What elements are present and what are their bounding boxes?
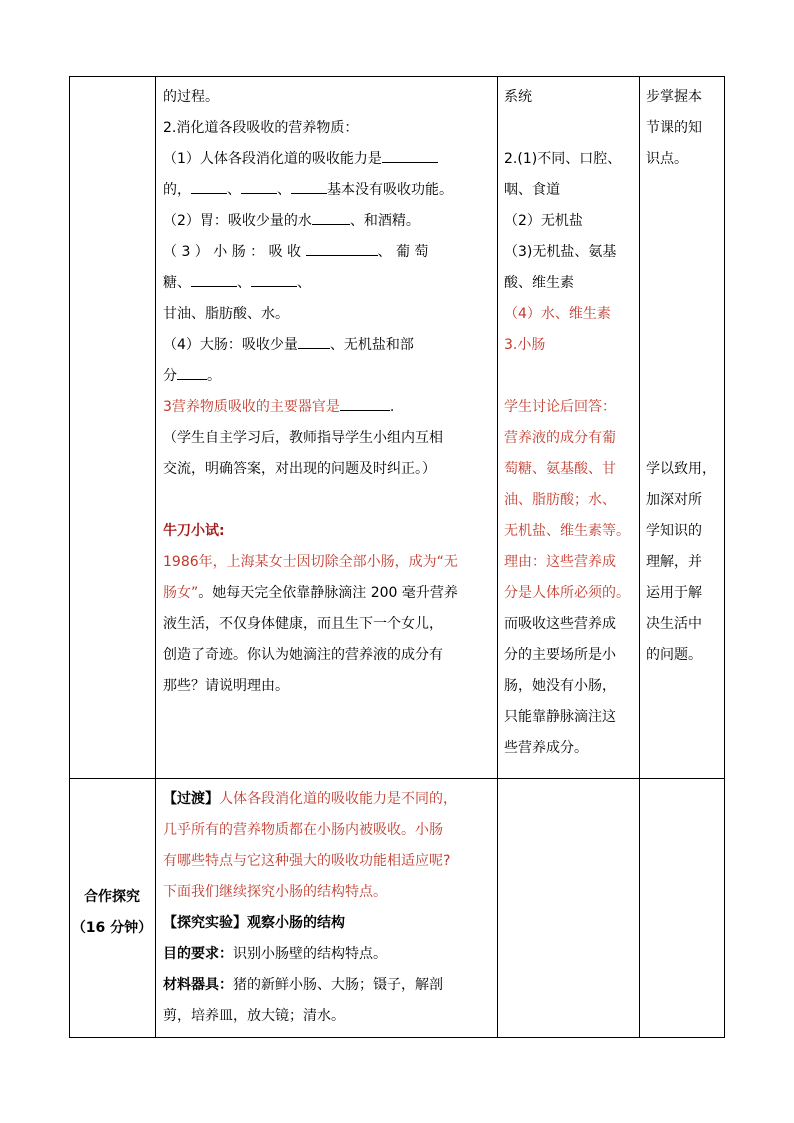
blank-line [312,207,350,225]
text-line: 识点。 [646,151,688,167]
text-line: 步掌握本 [646,89,702,105]
spacer-line [646,175,722,206]
spacer-line [504,113,636,144]
text-line: 无机盐、维生素等。 [504,523,630,539]
blank-line [298,331,330,349]
text-line: 下面我们继续探究小肠的结构特点。 [163,884,387,900]
text-line: （2）无机盐 [504,213,583,229]
row1-answer-cell [504,82,636,764]
row2-content-cell [163,784,493,1032]
text-line: 液生活，不仅身体健康，而且生下一个女儿， [163,616,443,632]
text-line: 分的主要场所是小 [504,647,616,663]
spacer-line [646,423,722,454]
text-line: 节课的知 [646,120,702,136]
blank-line [306,238,378,256]
text-line: 学生讨论后回答： [504,399,616,415]
spacer-line [646,237,722,268]
spacer-line [504,361,636,392]
blank-line [177,362,207,380]
experiment-title: 【探究实验】观察小肠的结构 [163,915,345,931]
lesson-plan-table [69,76,724,1038]
text-line: 些营养成分。 [504,740,588,756]
stage-duration: （16 分钟） [71,920,153,936]
text-line: 学以致用， [646,461,716,477]
row-divider [69,778,724,779]
text-line: 1986年，上海某女士因切除全部小肠，成为“无 [163,554,458,570]
spacer-line [646,392,722,423]
text-line: 萄糖、氨基酸、甘 [504,461,616,477]
text-line: 咽、食道 [504,182,560,198]
text-line: 那些？请说明理由。 [163,678,289,694]
text-line: （3)无机盐、氨基 [504,244,617,260]
spacer-line [646,361,722,392]
text-line: （2）胃：吸收少量的水 、和酒精。 [163,206,493,237]
text-line: 材料器具：猪的新鲜小肠、大肠；镊子，解剖 [163,977,443,993]
text-line: 油、脂肪酸；水、 [504,492,616,508]
stage-label [69,882,155,944]
text-line: 肠，她没有小肠， [504,678,616,694]
text-line: 只能靠静脉滴注这 [504,709,616,725]
table-border-bottom [69,1037,724,1038]
text-line: 目的要求：识别小肠壁的结构特点。 [163,946,387,962]
text-line: 的， 、 、 基本没有吸收功能。 [163,175,493,206]
text-line: 创造了奇迹。你认为她滴注的营养液的成分有 [163,647,443,663]
text-line: 分 。 [163,361,493,392]
text-line: 酸、维生素 [504,275,574,291]
text-line: 运用于解 [646,585,702,601]
text-line: 甘油、脂肪酸、水。 [163,306,289,322]
text-line: 理解，并 [646,554,702,570]
text-line: 剪，培养皿，放大镜；清水。 [163,1008,345,1024]
text-line: 2.消化道各段吸收的营养物质： [163,120,359,136]
row1-content-cell [163,82,493,702]
text-line: 的问题。 [646,647,702,663]
text-line: 分是人体所必须的。 [504,585,630,601]
table-border-top [69,76,724,77]
text-line: 理由：这些营养成 [504,554,616,570]
text-line: 几乎所有的营养物质都在小肠内被吸收。小肠 [163,822,443,838]
blank-line [251,269,297,287]
table-border-right [724,76,725,1038]
text-line: （学生自主学习后，教师指导学生小组内互相 [163,430,443,446]
spacer-line [163,485,493,516]
spacer-line [646,268,722,299]
text-line: 有哪些特点与它这种强大的吸收功能相适应呢? [163,853,451,869]
text-line: 加深对所 [646,492,702,508]
text-line: 学知识的 [646,523,702,539]
blank-line [191,176,227,194]
spacer-line [646,299,722,330]
blank-line [191,269,237,287]
blank-line [382,145,438,163]
spacer-line [646,330,722,361]
text-line: （1）人体各段消化道的吸收能力是 [163,144,493,175]
column-divider-1 [155,76,156,1038]
spacer-line [646,206,722,237]
text-line: （4）水、维生素 [504,306,611,322]
text-line: 【过渡】人体各段消化道的吸收能力是不同的， [163,791,457,807]
text-line: 营养液的成分有葡 [504,430,616,446]
row1-intent-cell [646,82,722,671]
text-line: 肠女”。她每天完全依靠静脉滴注 200 毫升营养 [163,585,458,601]
text-line: 决生活中 [646,616,702,632]
stage-name: 合作探究 [84,889,140,905]
text-line: （4）大肠：吸收少量 、无机盐和部 [163,330,493,361]
text-line: 2.(1)不同、口腔、 [504,151,622,167]
text-line: 糖、 、 、 [163,268,493,299]
text-line: 系统 [504,89,532,105]
column-divider-3 [639,76,640,1038]
text-line: 交流，明确答案，对出现的问题及时纠正。） [163,461,436,477]
trial-title: 牛刀小试: [163,523,225,539]
blank-line [291,176,327,194]
text-line: 3.小肠 [504,337,546,353]
column-divider-2 [497,76,498,1038]
text-line: 而吸收这些营养成 [504,616,616,632]
text-line: 3营养物质吸收的主要器官是 . [163,392,493,423]
text-line: （ 3 ） 小 肠 ： 吸 收 、 葡 萄 [163,237,493,268]
blank-line [241,176,277,194]
blank-line [340,393,390,411]
text-line: 的过程。 [163,89,219,105]
